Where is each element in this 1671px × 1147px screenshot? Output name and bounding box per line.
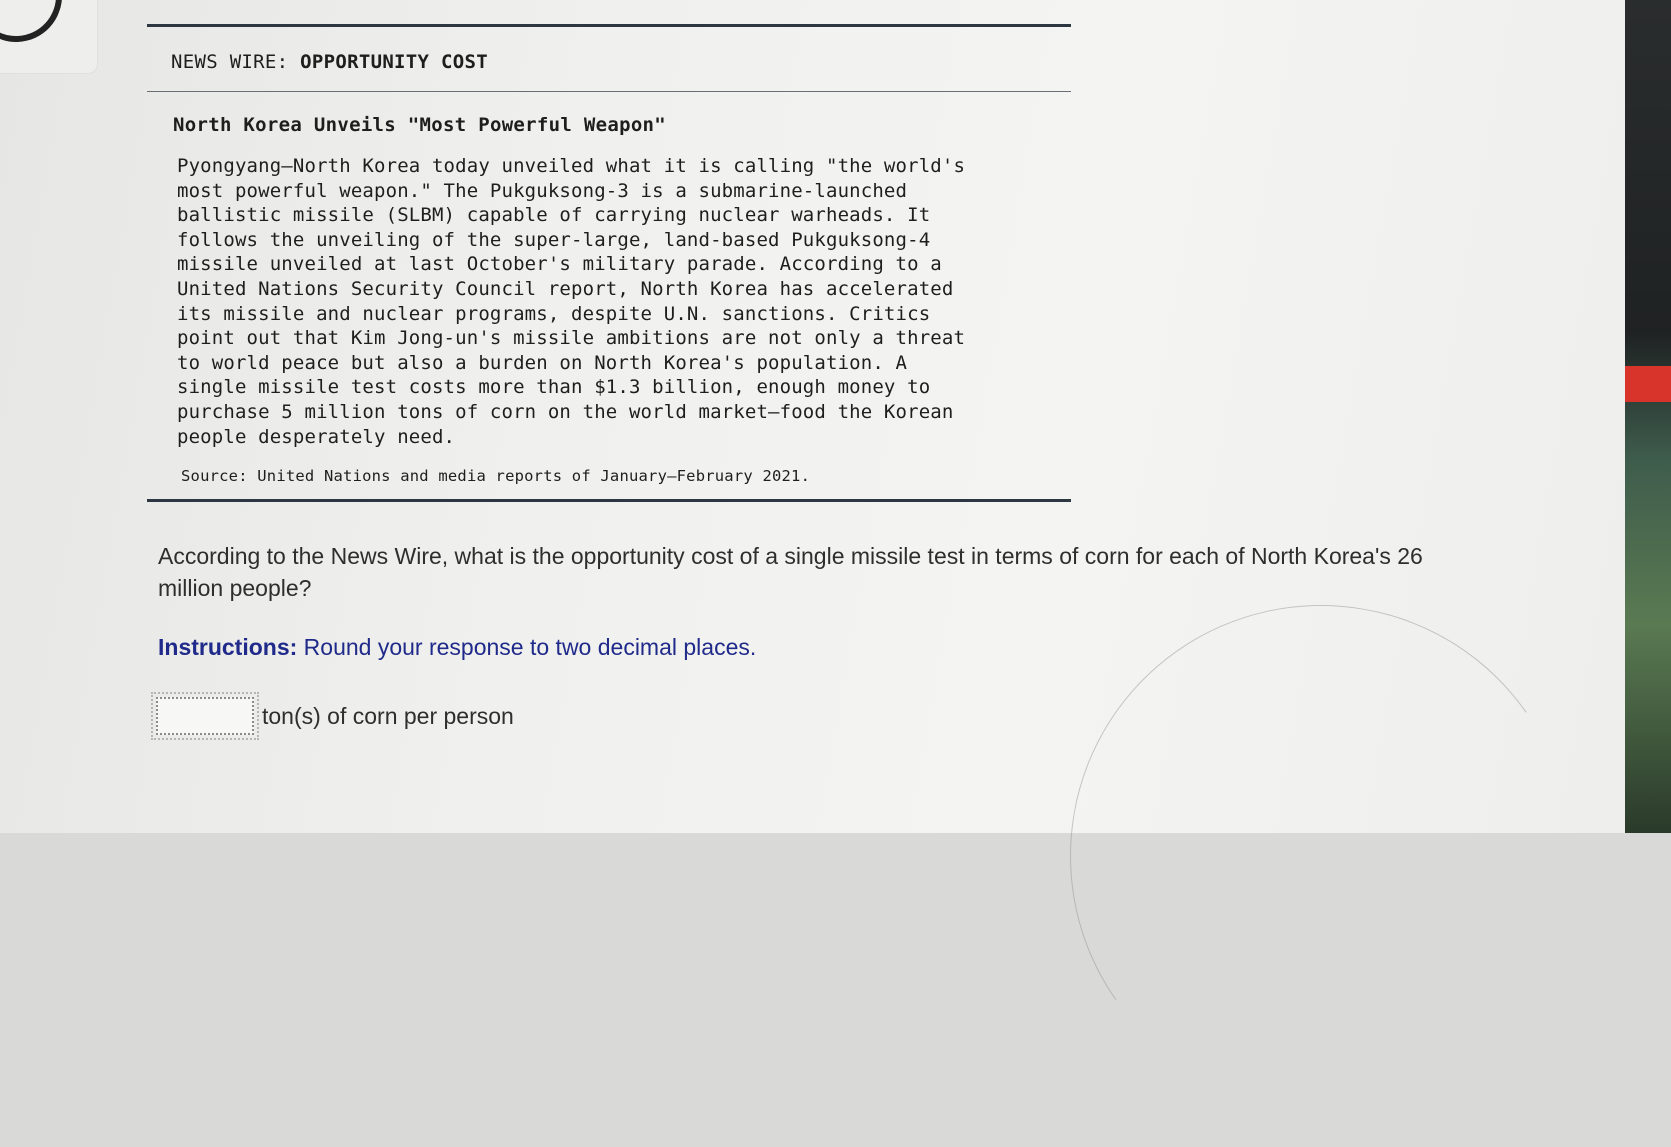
article-line: Pyongyang—North Korea today unveiled what it is calling "the world's (177, 155, 966, 177)
article-line: point out that Kim Jong-un's missile ambitions are not only a threat (177, 327, 966, 350)
instructions-text: Round your response to two decimal places. (297, 634, 757, 660)
news-wire-label: NEWS WIRE: (171, 51, 301, 73)
article-source: Source: United Nations and media reports of January–February 2021. (181, 467, 811, 486)
article-line: its missile and nuclear programs, despite U.N. sanctions. Critics (177, 302, 931, 325)
answer-input[interactable] (156, 697, 254, 735)
question-prompt: According to the News Wire, what is the opportunity cost of a single missile test in terms of corn for each of North Korea's 26 million people? (158, 543, 1423, 601)
article-line: people desperately need. (177, 425, 456, 448)
news-wire-topic: OPPORTUNITY COST (300, 51, 488, 73)
news-wire-box (147, 24, 1071, 502)
article-headline: North Korea Unveils "Most Powerful Weapon" (173, 114, 667, 136)
article-line: missile unveiled at last October's military parade. According to a (177, 253, 942, 276)
title-divider (147, 91, 1071, 92)
screen-glare (1030, 565, 1612, 1147)
article-body (177, 154, 1057, 449)
article-line: most powerful weapon." The Pukguksong-3 is a submarine-launched (177, 179, 908, 202)
article-line: purchase 5 million tons of corn on the world market—food the Korean (177, 400, 954, 423)
screen-bezel (1625, 0, 1671, 833)
article-line: to world peace but also a burden on North Korea's population. A (177, 351, 908, 374)
instructions-label: Instructions: (158, 634, 298, 660)
article-line: ballistic missile (SLBM) capable of carrying nuclear warheads. It (177, 204, 931, 227)
bottom-rule (147, 499, 1071, 502)
answer-unit-label: ton(s) of corn per person (262, 702, 514, 729)
article-line: United Nations Security Council report, North Korea has accelerated (177, 277, 954, 300)
instructions (158, 634, 756, 661)
news-wire-title (147, 27, 1071, 91)
answer-row (156, 697, 514, 735)
article-line: follows the unveiling of the super-large, land-based Pukguksong-4 (177, 228, 931, 251)
article-line: single missile test costs more than $1.3 billion, enough money to (177, 376, 931, 399)
bezel-red-strip (1625, 366, 1671, 402)
